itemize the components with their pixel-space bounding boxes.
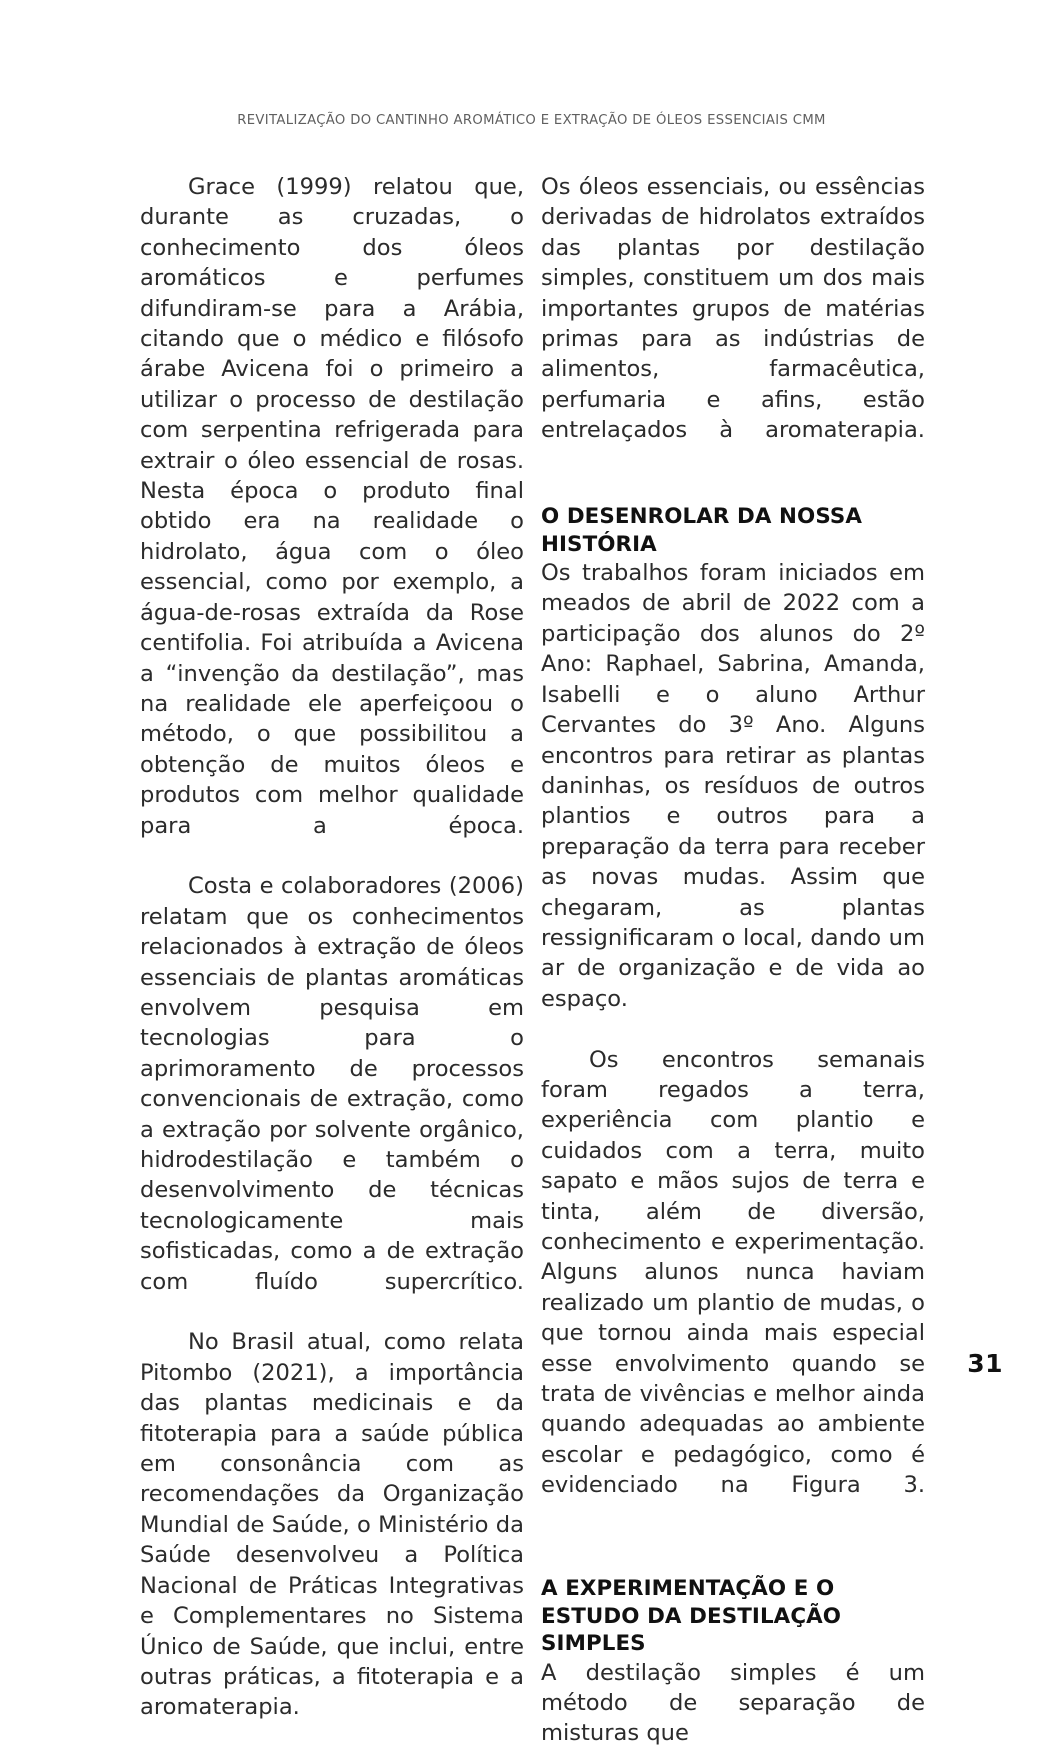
paragraph: Grace (1999) relatou que, durante as cruzadas, o conhecimento dos óleos aromáticos e perfumes difundiram-se para a Arábia, citando que o médico e filósofo árabe Avicena foi o primeiro a utilizar o processo de destilação com serpentina refrigerada para extrair o óleo essencial de rosas. Nesta época o produto final obtido era na realidade o hidrolato, água com o óleo essencial, como por exemplo, a água-de-rosas extraída da Rose centifolia. Foi atribuída a Avicena a “invenção da destilação”, mas na realidade ele aperfeiçoou o método, o que possibilitou a obtenção de muitos óleos e produtos com melhor qualidade para a época.: [140, 174, 524, 839]
running-head: REVITALIZAÇÃO DO CANTINHO AROMÁTICO E EXTRAÇÃO DE ÓLEOS ESSENCIAIS CMM: [237, 113, 826, 128]
spacer: [541, 1531, 925, 1575]
right-column: [541, 172, 925, 1749]
spacer: [541, 476, 925, 503]
page-number: 31: [967, 1349, 1003, 1378]
paragraph: No Brasil atual, como relata Pitombo (2021), a importância das plantas medicinais e da fitoterapia para a saúde pública em consonância com as recomendações da Organização Mundial de Saúde, o Ministério da Saúde desenvolveu a Política Nacional de Práticas Integrativas e Complementares no Sistema Único de Saúde, que inclui, entre outras práticas, a fitoterapia e a aromaterapia.: [140, 1329, 524, 1721]
paragraph: A destilação simples é um método de separação de misturas que: [541, 1659, 925, 1747]
section-heading-desenrolar: O DESENROLAR DA NOSSA HISTÓRIA: [541, 504, 863, 557]
paragraph: Costa e colaboradores (2006) relatam que os conhecimentos relacionados à extração de óleos essenciais de plantas aromáticas envolvem pesquisa em tecnologias para o aprimoramento de processos convencionais de extração, como a extração por solvente orgânico, hidrodestilação e também o desenvolvimento de técnicas tecnologicamente mais sofisticadas, como a de extração com fluído supercrítico.: [140, 873, 524, 1295]
left-column: [140, 172, 524, 1753]
paragraph: Os trabalhos foram iniciados em meados de abril de 2022 com a participação dos alunos do 2º Ano: Raphael, Sabrina, Amanda, Isabelli e o aluno Arthur Cervantes do 3º Ano. Alguns encontros para retirar as plantas daninhas, os resíduos de outros plantios e outros para a preparação da terra para receber as novas mudas. Assim que chegaram, as plantas ressignificaram o local, dando um ar de organização e de vida ao espaço.: [541, 560, 925, 1012]
paragraph: Os óleos essenciais, ou essências derivadas de hidrolatos extraídos das plantas por destilação simples, constituem um dos mais importantes grupos de matérias primas para as indústrias de alimentos, farmacêutica, perfumaria e afins, estão entrelaçados à aromaterapia.: [541, 174, 925, 444]
section-heading-experimentacao: A EXPERIMENTAÇÃO E O ESTUDO DA DESTILAÇÃO SIMPLES: [541, 1576, 842, 1657]
paragraph: Os encontros semanais foram regados a terra, experiência com plantio e cuidados com a terra, muito sapato e mãos sujos de terra e tinta, além de diversão, conhecimento e experimentação. Alguns alunos nunca haviam realizado um plantio de mudas, o que tornou ainda mais especial esse envolvimento quando se trata de vivências e melhor ainda quando adequadas ao ambiente escolar e pedagógico, como é evidenciado na Figura 3.: [541, 1046, 925, 1499]
two-column-body: [140, 172, 926, 1753]
